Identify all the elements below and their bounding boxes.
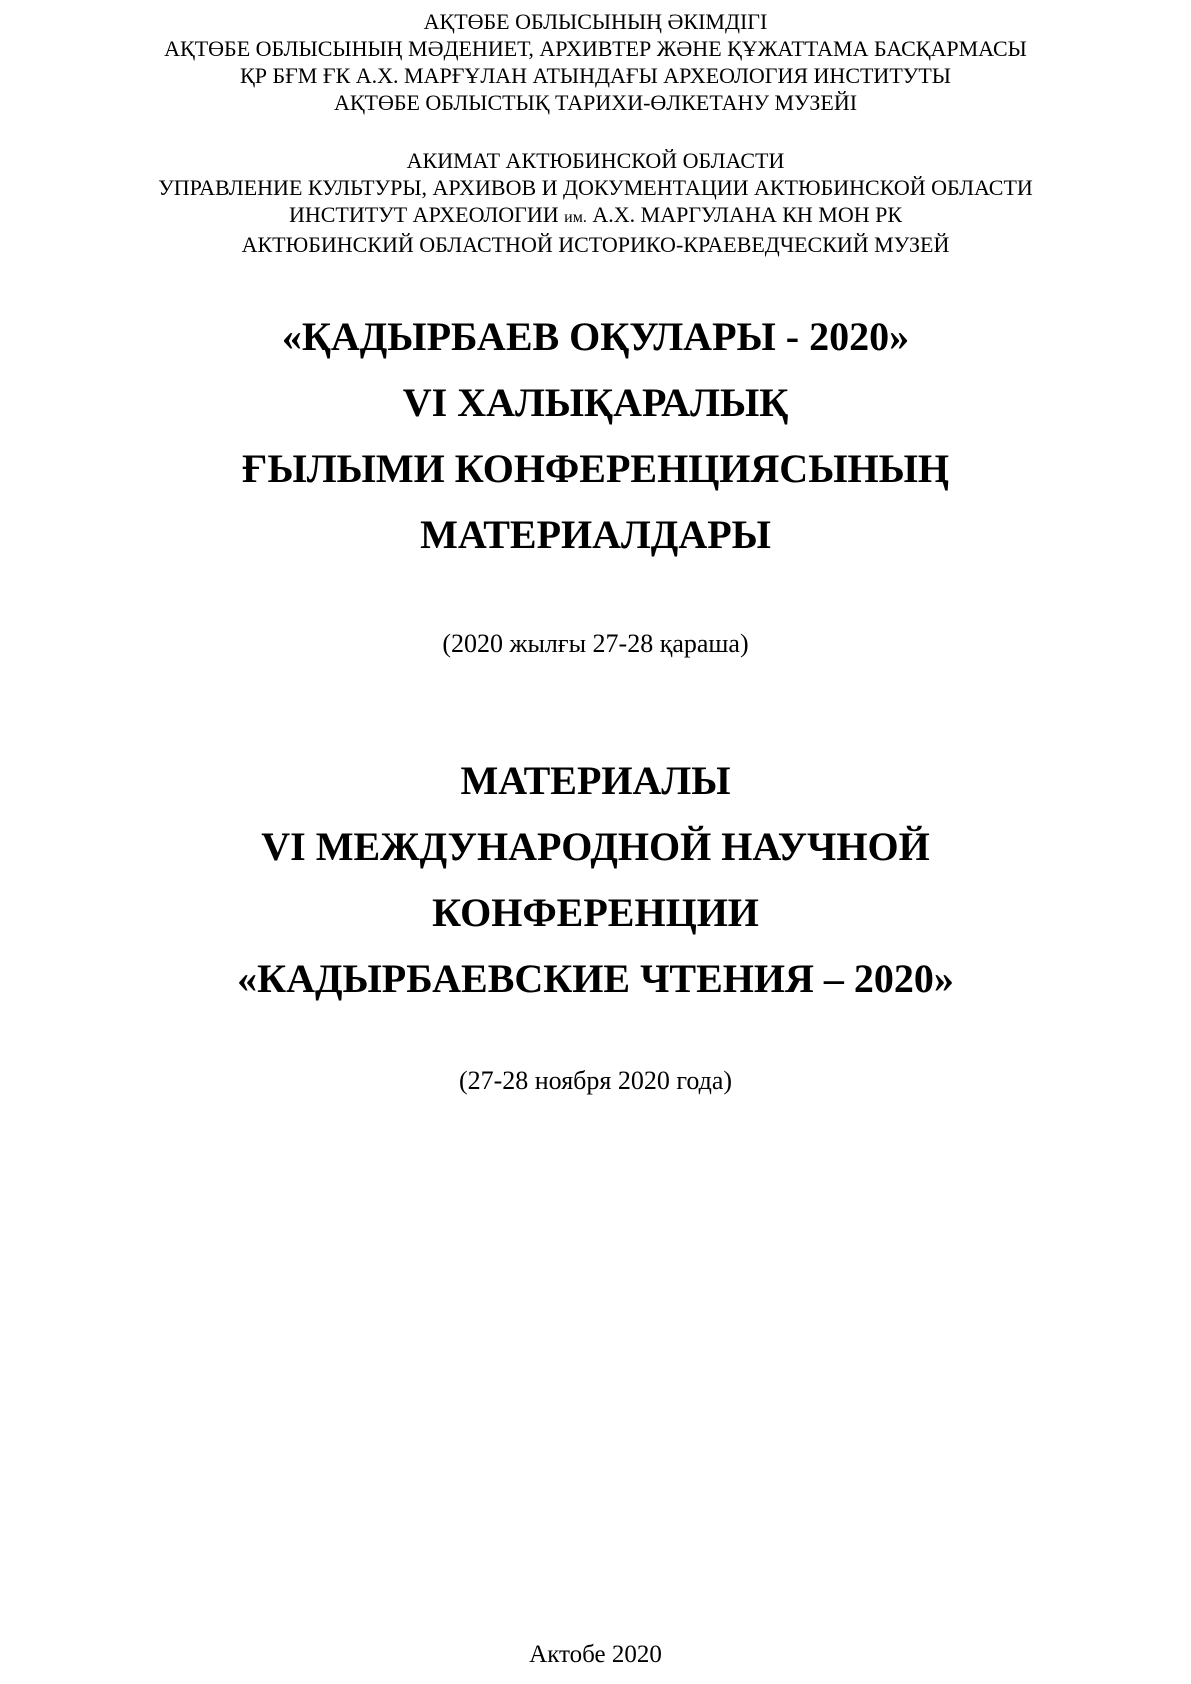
russian-org-line: АКИМАТ АКТЮБИНСКОЙ ОБЛАСТИ	[406, 148, 785, 173]
institute-im: им.	[564, 209, 587, 226]
institute-suffix: А.Х. МАРГУЛАНА КН МОН РК	[586, 202, 903, 227]
kazakh-org-line: АҚТӨБЕ ОБЛЫСЫНЫҢ МӘДЕНИЕТ, АРХИВТЕР ЖӘНЕ ҚҰЖАТТАМА БАСҚАРМАСЫ	[164, 36, 1027, 61]
russian-title-line: «КАДЫРБАЕВСКИЕ ЧТЕНИЯ – 2020»	[237, 956, 954, 1001]
russian-title	[0, 748, 1191, 1012]
russian-title-line: КОНФЕРЕНЦИИ	[432, 890, 759, 935]
kazakh-organizations	[0, 8, 1191, 116]
kazakh-title-line: VI ХАЛЫҚАРАЛЫҚ	[402, 380, 789, 425]
footer-place-year: Актобе 2020	[529, 1641, 662, 1668]
kazakh-title	[0, 304, 1191, 568]
russian-org-line: УПРАВЛЕНИЕ КУЛЬТУРЫ, АРХИВОВ И ДОКУМЕНТАЦИИ АКТЮБИНСКОЙ ОБЛАСТИ	[158, 175, 1033, 200]
kazakh-date-block	[0, 629, 1191, 659]
kazakh-title-line: «ҚАДЫРБАЕВ ОҚУЛАРЫ - 2020»	[281, 314, 910, 359]
russian-organizations	[0, 147, 1191, 258]
kazakh-title-line: МАТЕРИАЛДАРЫ	[420, 512, 771, 557]
institute-prefix: ИНСТИТУТ АРХЕОЛОГИИ	[288, 202, 565, 227]
russian-date: (27-28 ноября 2020 года)	[458, 1066, 733, 1095]
russian-org-line: АКТЮБИНСКИЙ ОБЛАСТНОЙ ИСТОРИКО-КРАЕВЕДЧЕСКИЙ МУЗЕЙ	[241, 232, 950, 257]
kazakh-title-line: ҒЫЛЫМИ КОНФЕРЕНЦИЯСЫНЫҢ	[242, 446, 949, 491]
kazakh-org-line: ҚР БҒМ ҒК А.Х. МАРҒҰЛАН АТЫНДАҒЫ АРХЕОЛОГИЯ ИНСТИТУТЫ	[240, 63, 951, 88]
russian-title-line: МАТЕРИАЛЫ	[460, 758, 731, 803]
kazakh-org-line: АҚТӨБЕ ОБЛЫСЫНЫҢ ӘКІМДІГІ	[423, 9, 768, 34]
kazakh-org-line: АҚТӨБЕ ОБЛЫСТЫҚ ТАРИХИ-ӨЛКЕТАНУ МУЗЕЙІ	[333, 90, 858, 115]
russian-org-line-institute	[0, 201, 1191, 231]
footer-block	[0, 1640, 1191, 1670]
kazakh-date: (2020 жылғы 27-28 қараша)	[442, 629, 749, 658]
russian-date-block	[0, 1066, 1191, 1096]
russian-title-line: VI МЕЖДУНАРОДНОЙ НАУЧНОЙ	[261, 824, 930, 869]
